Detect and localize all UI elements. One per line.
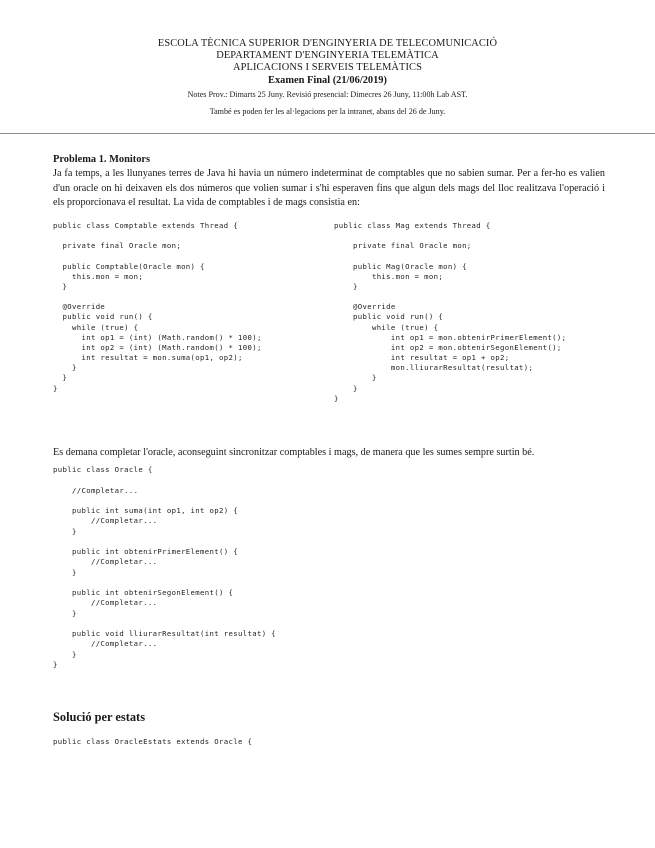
exam-header — [0, 38, 655, 117]
course-name: APLICACIONS I SERVEIS TELEMÀTICS — [233, 62, 422, 74]
exam-title: Examen Final (21/06/2019) — [268, 74, 387, 86]
allegations-note: També es poden fer les al·legacions per la intranet, abans del 26 de Juny. — [209, 106, 446, 116]
task-statement: Es demana completar l'oracle, aconseguint sincronitzar comptables i mags, de manera que les sumes sempre surtin bé. — [53, 447, 535, 458]
school-name: ESCOLA TÈCNICA SUPERIOR D'ENGINYERIA DE TELECOMUNICACIÓ — [157, 38, 498, 49]
problem-title: Problema 1. Monitors — [53, 154, 151, 165]
problem-statement: Ja fa temps, a les llunyanes terres de Java hi havia un número indeterminat de comptables que no sabien sumar. Per a fer-ho es valien d'un oracle on hi deixaven els dos números que volien sumar i s'hi esperaven fins que algun dels mags del lloc realitzava l'operació i els proporcionava el resultat. La vida de comptables i de mags consistia en: — [53, 168, 605, 209]
header-divider — [0, 133, 655, 134]
code-comptable-class: public class Comptable extends Thread { private final Oracle mon; public Comptable(Oracle mon) { this.mon = mon; } @Override public void run() { while (true) { int op1 = (int) (Math.random() * 100); int op2 = (int) (Math.random() * 100); int resultat = mon.suma(op1, op2); } } } — [53, 221, 262, 393]
code-mag-class: public class Mag extends Thread { private final Oracle mon; public Mag(Oracle mon) { this.mon = mon; } @Override public void run() { while (true) { int op1 = mon.obtenirPrimerElement(); int op2 = mon.obtenirSegonElement(); int resultat = op1 + op2; mon.lliurarResultat(resultat); } } } — [334, 221, 567, 403]
code-oracle-class: public class Oracle { //Completar... public int suma(int op1, int op2) { //Completar... } public int obtenirPrimerElement() { //Completar... } public int obtenirSegonElement() { //Completar... } public void lliurarResultat(int resultat) { //Completar... } } — [53, 465, 276, 669]
department-name: DEPARTAMENT D'ENGINYERIA TELEMÀTICA — [216, 50, 439, 62]
code-oracle-estats: public class OracleEstats extends Oracle { — [53, 737, 253, 746]
grades-note: Notes Prov.: Dimarts 25 Juny. Revisió presencial: Dimecres 26 Juny, 11:00h Lab AST. — [187, 89, 468, 99]
solution-title: Solució per estats — [53, 710, 146, 724]
